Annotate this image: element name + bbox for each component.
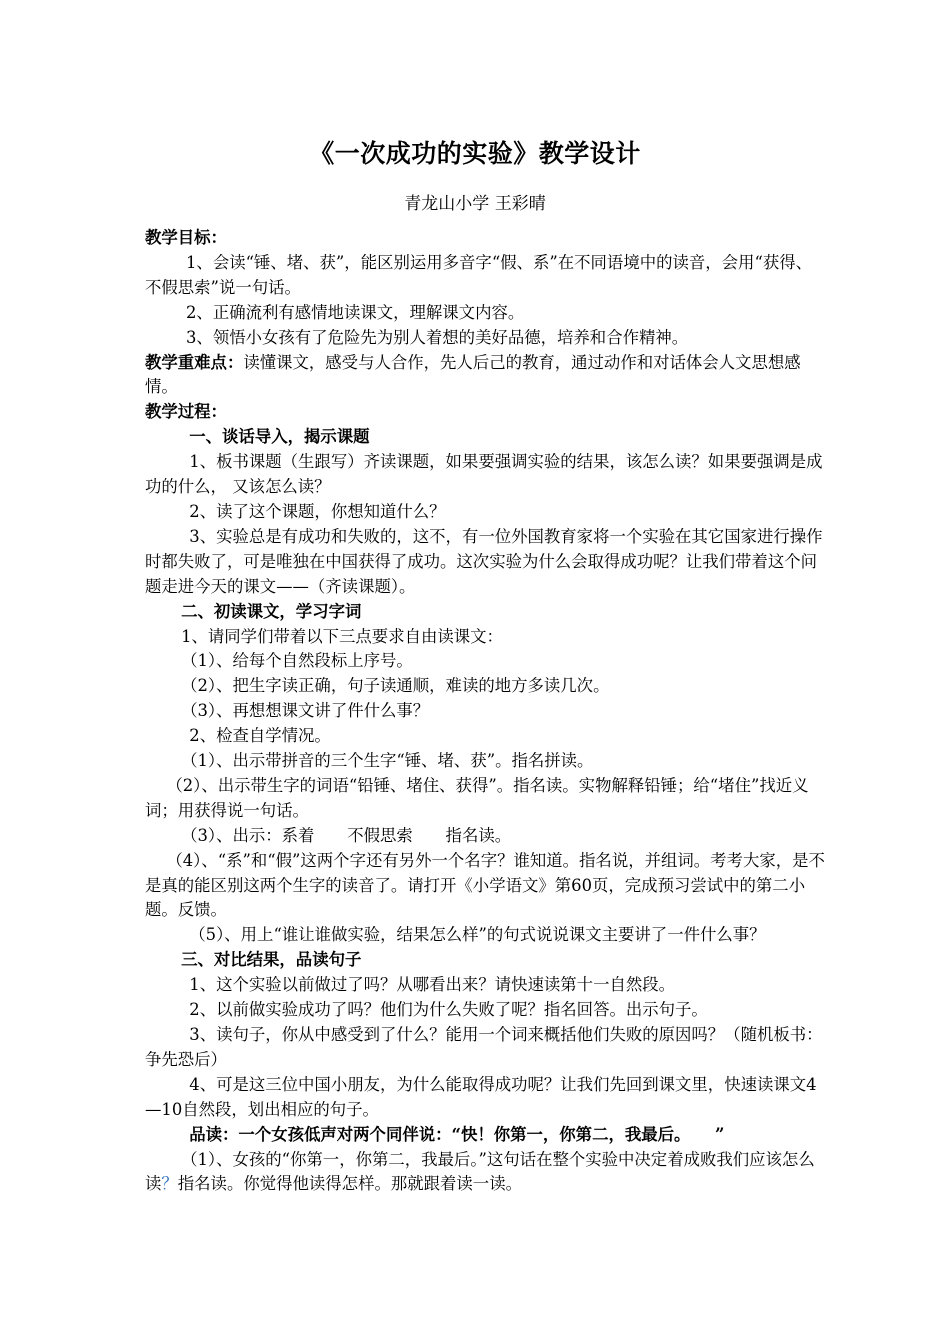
section-item: （3）、出示：系着 不假思索 指名读。 [181, 825, 512, 845]
document-title: 《一次成功的实验》教学设计 [309, 139, 641, 168]
last-item-text-end: 指名读。你觉得他读得怎样。那就跟着读一读。 [177, 1174, 522, 1194]
section-item: （2）、出示带生字的词语“铅锤、堵住、获得”。指名读。实物解释铅锤；给“堵住”找近义词；用获得说一句话。 [145, 775, 809, 820]
section-item: 3、实验总是有成功和失败的，这不，有一位外国教育家将一个实验在其它国家进行操作时都失败了，可是唯独在中国获得了成功。这次实验为什么会取得成功呢？让我们带着这个问题走进今天的课文——（齐读课题）。 [145, 526, 823, 596]
section-item: 2、检查自学情况。 [189, 726, 331, 746]
author-line: 青龙山小学 王彩晴 [404, 194, 546, 214]
section-item: （1）、出示带拼音的三个生字“锤、堵、获”。指名拼读。 [181, 751, 594, 771]
section-item: 3、读句子，你从中感受到了什么？能用一个词来概括他们失败的原因吗？（随机板书：争先恐后） [145, 1025, 823, 1069]
last-item-question-mark: ？ [161, 1174, 178, 1194]
process-heading: 教学过程： [145, 402, 227, 422]
section-heading: 二、初读课文，学习字词 [181, 601, 362, 621]
section-item: 2、以前做实验成功了吗？他们为什么失败了呢？指名回答。出示句子。 [189, 1000, 708, 1020]
reading-quote: 品读：一个女孩低声对两个同伴说：“快！你第一，你第二，我最后。 ” [189, 1124, 725, 1144]
key-points-label: 教学重难点： [145, 352, 244, 372]
goal-item: 3、领悟小女孩有了危险先为别人着想的美好品德，培养和合作精神。 [186, 327, 689, 347]
key-points-paragraph [145, 351, 825, 401]
section-item [145, 1148, 825, 1198]
key-points-text: 读懂课文，感受与人合作，先人后己的教育，通过动作和对话体会人文思想感情。 [145, 352, 801, 397]
section-heading: 三、对比结果，品读句子 [181, 950, 362, 970]
document-body [145, 226, 825, 1197]
section-item: （1）、给每个自然段标上序号。 [181, 651, 413, 671]
section-item: （2）、把生字读正确，句子读通顺，难读的地方多读几次。 [181, 676, 610, 696]
section-item: 1、板书课题（生跟写）齐读课题，如果要强调实验的结果，该怎么读？如果要强调是成功的什么， 又该怎么读？ [145, 452, 823, 497]
goal-item: 1、会读“锤、堵、获”，能区别运用多音字“假、系”在不同语境中的读音，会用“获得、不假思索”说一句话。 [145, 252, 812, 297]
goal-item: 2、正确流利有感情地读课文，理解课文内容。 [186, 302, 525, 322]
section-item: 2、读了这个课题，你想知道什么？ [189, 501, 446, 521]
last-item-text: （1）、女孩的“你第一，你第二，我最后。”这句话在整个实验中决定着成败我们应该怎么读 [145, 1149, 815, 1194]
section-item: （5）、用上“谁让谁做实验，结果怎么样”的句式说说课文主要讲了一件什么事？ [189, 925, 766, 945]
goals-heading: 教学目标： [145, 228, 227, 247]
section-item: 1、请同学们带着以下三点要求自由读课文： [181, 626, 503, 646]
section-item: （3）、再想想课文讲了件什么事？ [181, 701, 430, 721]
section-item: （4）、“系”和“假”这两个字还有另外一个名字？谁知道。指名说，并组词。考考大家，是不是真的能区别这两个生字的读音了。请打开《小学语文》第60页，完成预习尝试中的第二小题。反馈。 [145, 850, 825, 920]
section-heading: 一、谈话导入，揭示课题 [189, 427, 370, 447]
section-item: 4、可是这三位中国小朋友，为什么能取得成功呢？让我们先回到课文里，快速读课文4—10自然段，划出相应的句子。 [145, 1074, 817, 1119]
section-item: 1、这个实验以前做过了吗？从哪看出来？请快速读第十一自然段。 [189, 975, 676, 995]
